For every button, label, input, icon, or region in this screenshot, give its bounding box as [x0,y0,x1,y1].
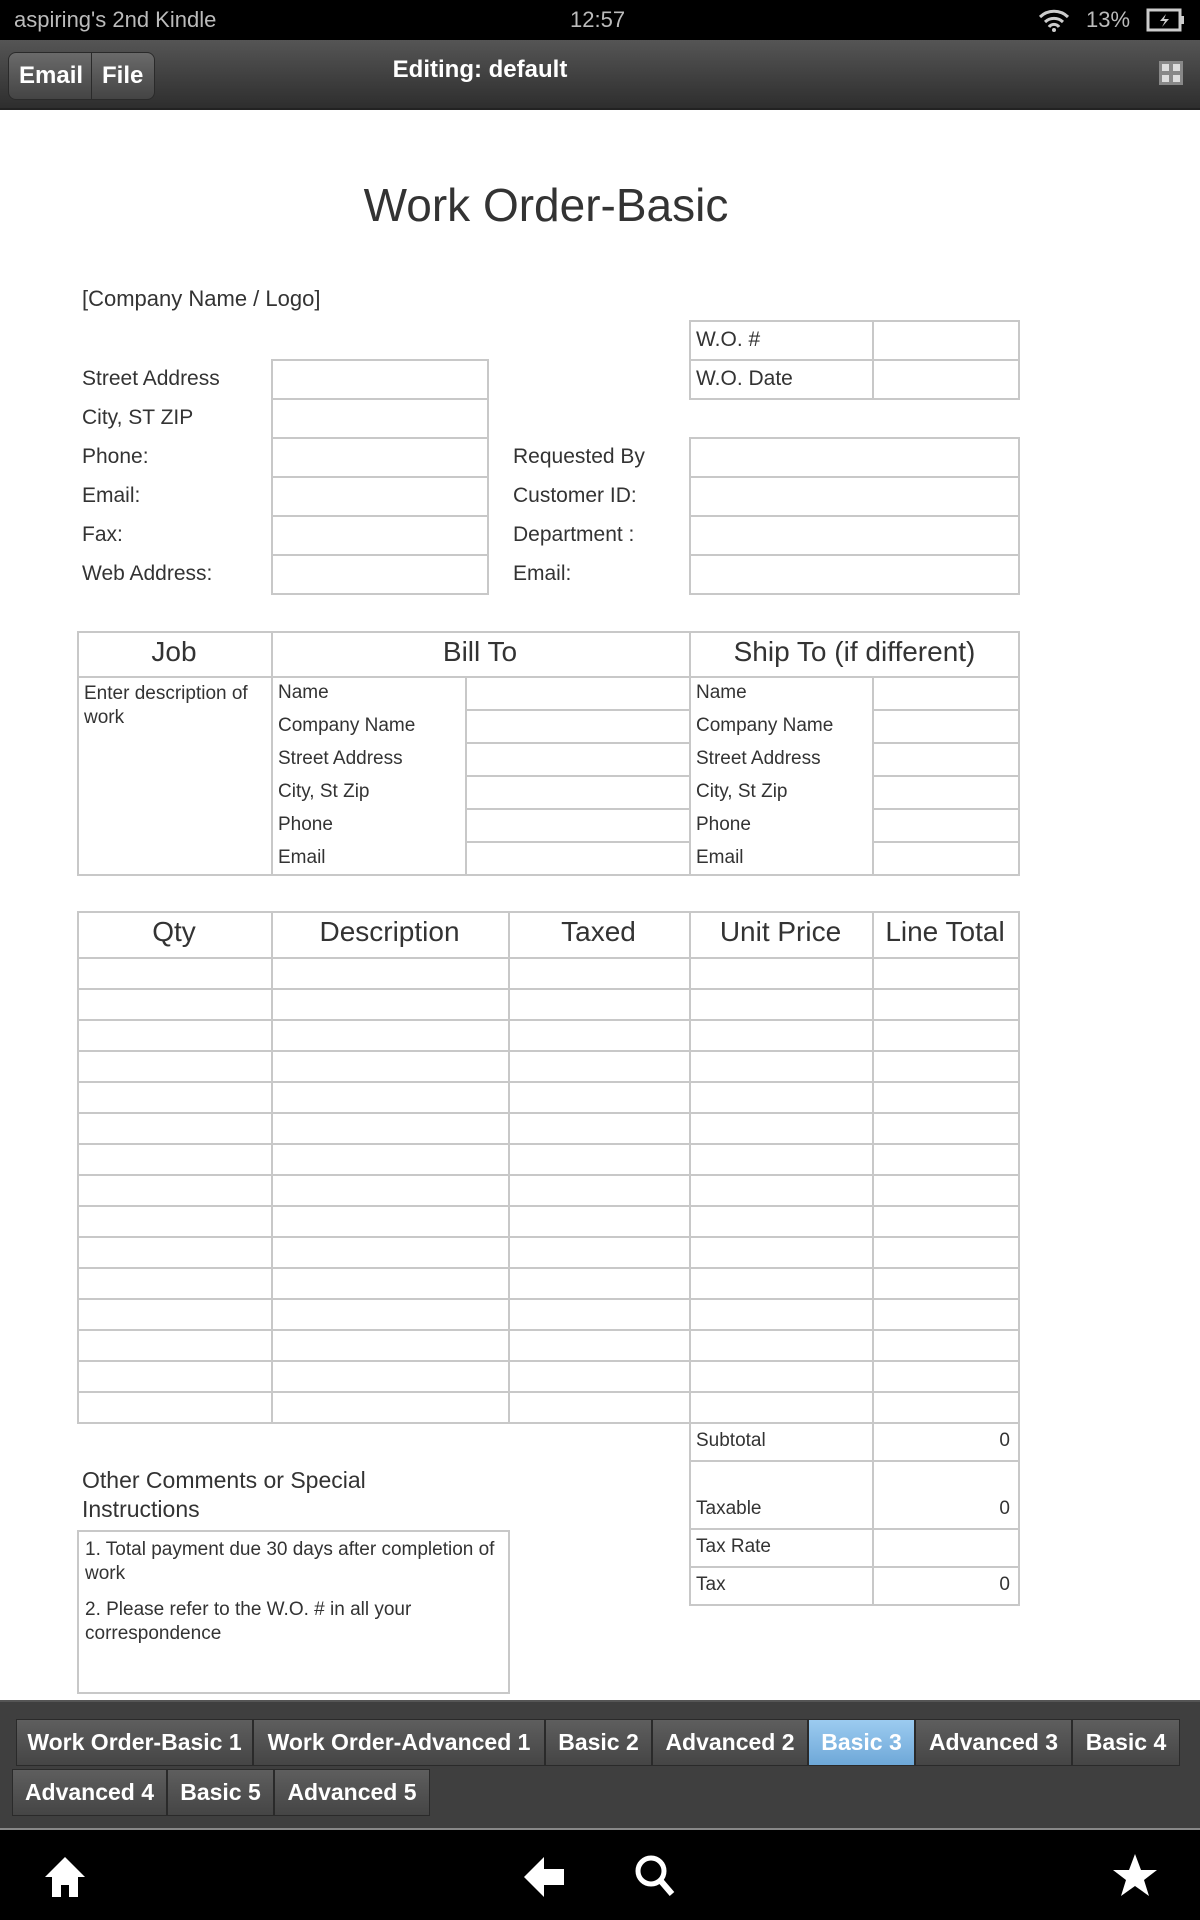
ship-to-field-label: Company Name [696,715,834,736]
company-field-label: City, ST ZIP [82,406,194,429]
item-cell[interactable] [874,959,1018,987]
item-cell[interactable] [874,1021,1018,1049]
job-header: Job [151,636,197,667]
item-cell[interactable] [874,1083,1018,1111]
bill-to-input[interactable] [467,744,687,774]
item-cell[interactable] [79,1083,271,1111]
totals-value: 0 [999,1574,1010,1595]
bill-to-field-label: Name [278,682,329,703]
customer-field-input[interactable] [689,476,1020,517]
device-name: aspiring's 2nd Kindle [14,7,217,32]
status-bar [0,0,1200,40]
item-cell[interactable] [874,1362,1018,1390]
ship-to-input[interactable] [874,744,1018,774]
item-cell[interactable] [691,1300,872,1328]
sheet-tab-basic-3[interactable]: Basic 3 [808,1719,915,1766]
item-cell[interactable] [273,1238,508,1266]
customer-field-input[interactable] [689,515,1020,556]
item-cell[interactable] [691,959,872,987]
wifi-icon [1038,8,1070,32]
item-cell[interactable] [874,1331,1018,1359]
company-field-input[interactable] [271,554,489,595]
item-cell[interactable] [874,1207,1018,1235]
ship-to-input[interactable] [874,678,1018,708]
sheet-tab-work-order-basic-1[interactable]: Work Order-Basic 1 [16,1719,253,1766]
item-cell[interactable] [510,1393,689,1421]
item-cell[interactable] [510,1300,689,1328]
item-cell[interactable] [691,1393,872,1421]
item-cell[interactable] [691,1114,872,1142]
battery-icon [1146,8,1186,32]
bill-to-header: Bill To [442,636,518,667]
company-field-label: Web Address: [82,562,213,585]
item-cell[interactable] [691,1362,872,1390]
ship-to-field-label: Email [696,847,744,868]
item-cell[interactable] [273,990,508,1018]
item-cell[interactable] [79,1238,271,1266]
items-header-description: Description [319,916,460,947]
company-field-label: Fax: [82,523,123,546]
item-cell[interactable] [510,1176,689,1204]
wo-label: W.O. Date [696,367,793,390]
item-cell[interactable] [273,1331,508,1359]
item-cell[interactable] [79,959,271,987]
item-cell[interactable] [691,990,872,1018]
totals-value: 0 [999,1430,1010,1451]
item-cell[interactable] [273,1052,508,1080]
item-cell[interactable] [79,1207,271,1235]
company-field-input[interactable] [271,437,489,478]
sheet-tab-work-order-advanced-1[interactable]: Work Order-Advanced 1 [253,1719,545,1766]
item-cell[interactable] [691,1331,872,1359]
ship-to-input[interactable] [874,777,1018,807]
item-cell[interactable] [691,1021,872,1049]
item-cell[interactable] [273,1207,508,1235]
bill-to-input[interactable] [467,843,687,873]
search-icon[interactable] [632,1852,678,1898]
company-field-input[interactable] [271,359,489,400]
item-cell[interactable] [273,1021,508,1049]
bill-to-field-label: Phone [278,814,333,835]
item-cell[interactable] [79,1393,271,1421]
sheet-tab-advanced-4[interactable]: Advanced 4 [12,1769,167,1816]
item-cell[interactable] [874,1145,1018,1173]
battery-percent: 13% [1086,7,1131,32]
items-header-line-total: Line Total [885,916,1005,947]
item-cell[interactable] [510,1021,689,1049]
ship-to-field-label: City, St Zip [696,781,788,802]
company-field-label: Email: [82,484,141,507]
item-cell[interactable] [691,1269,872,1297]
item-cell[interactable] [510,1269,689,1297]
ship-to-field-label: Street Address [696,748,821,769]
favorites-star-icon[interactable] [1112,1852,1158,1898]
customer-field-label: Department : [513,523,635,546]
app-toolbar [0,40,1200,110]
item-cell[interactable] [510,1145,689,1173]
clock: 12:57 [570,7,626,32]
item-cell[interactable] [273,1083,508,1111]
item-cell[interactable] [691,1176,872,1204]
item-cell[interactable] [510,1114,689,1142]
item-cell[interactable] [691,1083,872,1111]
item-cell[interactable] [510,990,689,1018]
qr-code-icon[interactable] [1158,60,1184,86]
item-cell[interactable] [874,1114,1018,1142]
item-cell[interactable] [273,1362,508,1390]
bill-to-input[interactable] [467,777,687,807]
ship-to-input[interactable] [874,843,1018,873]
bill-to-input[interactable] [467,678,687,708]
item-cell[interactable] [273,1393,508,1421]
item-cell[interactable] [874,1238,1018,1266]
wo-value-cell[interactable] [872,359,1020,400]
item-cell[interactable] [79,1176,271,1204]
sheet-tab-advanced-3[interactable]: Advanced 3 [915,1719,1072,1766]
job-description[interactable]: Enter description of work [84,683,248,728]
item-cell[interactable] [273,1269,508,1297]
item-cell[interactable] [79,1269,271,1297]
item-cell[interactable] [510,1362,689,1390]
ship-to-input[interactable] [874,810,1018,840]
sheet-tab-basic-5[interactable]: Basic 5 [167,1769,274,1816]
item-cell[interactable] [874,1269,1018,1297]
company-field-input[interactable] [271,476,489,517]
item-cell[interactable] [510,1083,689,1111]
customer-field-label: Customer ID: [513,484,637,507]
home-icon[interactable] [42,1854,88,1900]
item-cell[interactable] [79,1300,271,1328]
item-cell[interactable] [691,1052,872,1080]
item-cell[interactable] [510,959,689,987]
item-cell[interactable] [79,990,271,1018]
item-cell[interactable] [79,1114,271,1142]
item-cell[interactable] [874,1300,1018,1328]
totals-label: Taxable [696,1498,762,1519]
item-cell[interactable] [273,1300,508,1328]
back-arrow-icon[interactable] [522,1854,568,1900]
item-cell[interactable] [874,1176,1018,1204]
totals-value-cell[interactable] [872,1528,1020,1568]
comment-line-1: 1. Total payment due 30 days after completion of work [85,1539,495,1584]
sheet-tab-basic-4[interactable]: Basic 4 [1072,1719,1180,1766]
ship-to-input[interactable] [874,711,1018,741]
customer-field-input[interactable] [689,554,1020,595]
email-button[interactable]: Email [8,52,92,100]
sheet-tab-basic-2[interactable]: Basic 2 [545,1719,652,1766]
item-cell[interactable] [510,1331,689,1359]
item-cell[interactable] [79,1331,271,1359]
totals-label: Tax Rate [696,1536,771,1557]
sheet-tab-advanced-5[interactable]: Advanced 5 [274,1769,430,1816]
bill-to-input[interactable] [467,711,687,741]
item-cell[interactable] [691,1145,872,1173]
company-field-label: Phone: [82,445,149,468]
item-cell[interactable] [874,1393,1018,1421]
items-header-taxed: Taxed [561,916,636,947]
bill-to-field-label: Email [278,847,326,868]
item-cell[interactable] [273,959,508,987]
bill-to-field-label: Street Address [278,748,403,769]
totals-label: Subtotal [696,1430,766,1451]
item-cell[interactable] [691,1207,872,1235]
wo-value-cell[interactable] [872,320,1020,361]
ship-to-field-label: Phone [696,814,751,835]
company-name-logo[interactable]: [Company Name / Logo] [82,286,321,311]
company-field-input[interactable] [271,398,489,439]
item-cell[interactable] [510,1207,689,1235]
totals-value: 0 [999,1498,1010,1519]
totals-label: Tax [696,1574,726,1595]
comments-box[interactable] [77,1530,510,1694]
item-cell[interactable] [79,1052,271,1080]
ship-to-field-label: Name [696,682,747,703]
item-cell[interactable] [510,1052,689,1080]
items-header-qty: Qty [152,916,196,947]
sheet-tab-bar [0,1700,1200,1828]
items-header-unit-price: Unit Price [719,916,842,947]
bill-to-field-label: Company Name [278,715,416,736]
wo-label: W.O. # [696,328,761,351]
comments-label: Other Comments or Special Instructions [82,1467,366,1522]
bottom-nav-bar [0,1828,1200,1920]
customer-field-input[interactable] [689,437,1020,478]
item-cell[interactable] [273,1145,508,1173]
ship-to-header: Ship To (if different) [733,636,976,667]
company-field-label: Street Address [82,367,220,390]
item-cell[interactable] [273,1176,508,1204]
item-cell[interactable] [691,1238,872,1266]
document-title: Work Order-Basic [363,179,729,231]
bill-to-input[interactable] [467,810,687,840]
customer-field-label: Email: [513,562,572,585]
file-button[interactable]: File [91,52,155,100]
item-cell[interactable] [273,1114,508,1142]
bill-to-field-label: City, St Zip [278,781,370,802]
customer-field-label: Requested By [513,445,645,468]
comment-line-2: 2. Please refer to the W.O. # in all your correspondence [85,1599,412,1644]
item-cell[interactable] [79,1362,271,1390]
item-cell[interactable] [510,1238,689,1266]
item-cell[interactable] [79,1021,271,1049]
sheet-tab-advanced-2[interactable]: Advanced 2 [652,1719,808,1766]
item-cell[interactable] [79,1145,271,1173]
editing-title: Editing: default [392,56,568,83]
item-cell[interactable] [874,1052,1018,1080]
item-cell[interactable] [874,990,1018,1018]
company-field-input[interactable] [271,515,489,556]
